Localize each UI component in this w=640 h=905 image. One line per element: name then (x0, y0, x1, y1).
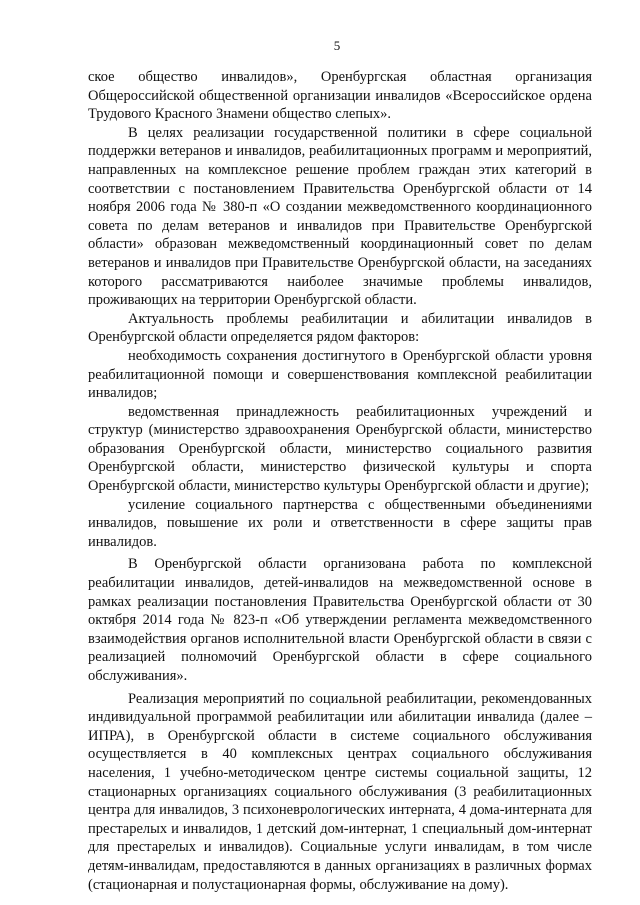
paragraph-4: необходимость сохранения достигнутого в Оренбургской области уровня реабилитационной помощи и совершенствования комплексной реабилитации инвалидов; (88, 347, 592, 402)
paragraph-2: В целях реализации государственной политики в сфере социальной поддержки ветеранов и инвалидов, реабилитационных программ и мероприятий, направленных на комплексное решение проблем граждан этих категорий в соответствии с постановлением Правительства Оренбургской области от 14 ноября 2006 года № 380-п «О создании межведомственного координационного совета по делам ветеранов и инвалидов при Правительстве Оренбургской области» образован межведомственный координационный совет по делам ветеранов и инвалидов при Правительстве Оренбургской области, на заседаниях которого рассматриваются наиболее значимые проблемы инвалидов, проживающих на территории Оренбургской области. (88, 124, 592, 309)
page-number: 5 (333, 38, 341, 53)
paragraph-8: Реализация мероприятий по социальной реабилитации, рекомендованных индивидуальной программой реабилитации или абилитации инвалида (далее – ИПРА), в Оренбургской области в системе социального обслуживания осуществляется в 40 комплексных центрах социального обслуживания населения, 1 учебно-методическом центре системы социальной защиты, 12 стационарных организациях социального обслуживания (3 реабилитационных центра для инвалидов, 3 психоневрологических интерната, 4 дома-интерната для престарелых и инвалидов, 1 детский дом-интернат, 1 специальный дом-интернат для престарелых и инвалидов). Социальные услуги инвалидам, в том числе детям-инвалидам, предоставляются в данных организациях в различных формах (стационарная и полустационарная формы, обслуживание на дому). (88, 690, 592, 893)
paragraph-5: ведомственная принадлежность реабилитационных учреждений и структур (министерство здравоохранения Оренбургской области, министерство образования Оренбургской области, министерство социального развития Оренбургской области, министерство физической культуры и спорта Оренбургской области, министерство культуры Оренбургской области и другие); (88, 403, 592, 495)
body-text (88, 68, 592, 894)
paragraph-1: ское общество инвалидов», Оренбургская областная организация Общероссийской общественной организации инвалидов «Всероссийское ордена Трудового Красного Знамени общество слепых». (88, 69, 592, 123)
paragraph-3: Актуальность проблемы реабилитации и абилитации инвалидов в Оренбургской области определяется рядом факторов: (88, 310, 592, 346)
paragraph-7: В Оренбургской области организована работа по комплексной реабилитации инвалидов, детей-инвалидов на межведомственной основе в рамках реализации постановления Правительства Оренбургской области от 30 октября 2014 года № 823-п «Об утверждении регламента межведомственного взаимодействия органов исполнительной власти Оренбургской области в связи с реализацией полномочий Оренбургской области в сфере социального обслуживания». (88, 556, 592, 684)
paragraph-6: усиление социального партнерства с общественными объединениями инвалидов, повышение их роли и ответственности в сфере защиты прав инвалидов. (88, 496, 592, 550)
